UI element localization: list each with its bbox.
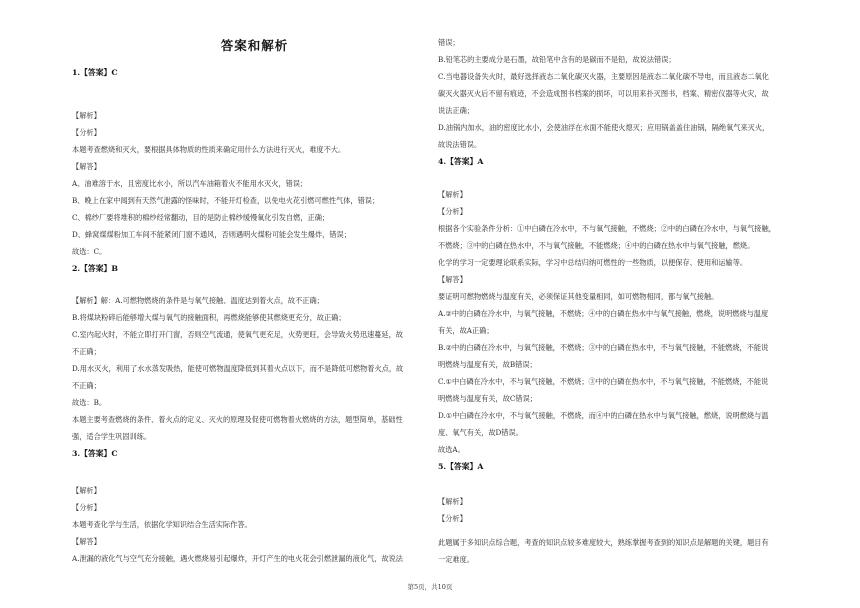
text-line: A.泄漏的液化气与空气充分接触，遇火燃烧易引起爆炸，开灯产生的电火花会引燃泄漏的液化气，故说法 — [72, 554, 403, 563]
page-number: 第5页，共10页 — [407, 583, 453, 591]
text-line: 【解答】 — [72, 537, 101, 546]
text-line: C.①中白磷在冷水中，不与氧气接触，不燃烧；③中的白磷在热水中，不与氧气接触，不能燃烧，不能说 — [438, 377, 769, 386]
text-line: D.油锅内加水，油的密度比水小，会使油浮在水面不能使火熄灭；应用锅盖盖住油锅，隔绝氧气来灭火， — [438, 123, 770, 132]
text-line: 【解析】 — [72, 486, 101, 495]
text-line: 明燃烧与温度有关，故B错误； — [438, 360, 537, 369]
text-line: C.当电器设备失火时，最好选择液态二氧化碳灭火器，主要原因是液态二氧化碳不导电，而且液态二氧化 — [438, 72, 769, 81]
text-line: 度、氧气有关，故D错误。 — [438, 428, 523, 437]
text-line: 【分析】 — [72, 503, 101, 512]
text-line: D.①中白磷在冷水中，不与氧气接触，不燃烧，而④中的白磷在热水中与氧气接触，燃烧，说明燃烧与温 — [438, 411, 769, 420]
text-line: 有关，故A正确； — [438, 326, 494, 335]
text-line: 故选：B。 — [72, 398, 107, 407]
text-line: 明燃烧与温度有关，故C错误； — [438, 394, 537, 403]
text-line: 化学的学习一定要理论联系实际，学习中总结归纳可燃性的一些物质，以便保存、使用和运输等。 — [438, 258, 748, 267]
text-line: D.用水灭火，利用了水水蒸发吸热，能使可燃物温度降低到其着火点以下，而不是降低可燃物着火点，故 — [72, 364, 404, 373]
text-line: B.②中的白磷在冷水中，与氧气接触，不燃烧；③中的白磷在热水中，不与氧气接触，不能燃烧，不能说 — [438, 343, 769, 352]
text-line: 本题考查燃烧和灭火，要根据具体物质的性质来确定用什么方法进行灭火，难度不大。 — [72, 145, 346, 154]
text-line: 一定难度。 — [438, 555, 474, 564]
text-line: 强，适合学生巩固训练。 — [72, 432, 152, 441]
text-line: 【解析】 — [72, 111, 101, 120]
text-line: 故说法错误。 — [438, 140, 482, 149]
page-title: 答案和解析 — [220, 38, 289, 53]
text-line: 【解析】解：A.可燃物燃烧的条件是与氧气接触、温度达到着火点，故不正确； — [72, 296, 324, 305]
text-line: B、晚上在家中闻到有天然气泄露的怪味时，不能开灯检查，以免电火花引燃可燃性气体，错误； — [72, 196, 380, 205]
text-line: B.铅笔芯的主要成分是石墨，故铅笔中含有的是碳而不是铅，故说法错误； — [438, 55, 676, 64]
answer-line: 1.【答案】C — [72, 68, 118, 77]
text-line: 【分析】 — [438, 207, 467, 216]
text-line: 【解答】 — [438, 275, 467, 284]
text-line: 本题主要考查燃烧的条件、着火点的定义、灭火的原理及促使可燃物着火燃烧的方法，题型简单，基础性 — [72, 415, 403, 424]
text-line: 碳灭火器灭火后不留有痕迹，不会造成图书档案的损坏，可以用来扑灭图书，档案、精密仪器等火灾，故 — [438, 89, 769, 98]
text-line: 错误； — [438, 38, 460, 47]
text-line: 不燃烧；③中的白磷在热水中，不与氧气接触，不能燃烧；④中的白磷在热水中与氧气接触，燃烧。 — [438, 241, 755, 250]
text-line: 说法正确； — [438, 106, 474, 115]
answer-line: 3.【答案】C — [72, 449, 118, 458]
answer-line: 4.【答案】A — [438, 157, 484, 166]
text-line: B.将煤块粉碎后能够增大煤与氧气的接触面积，再燃烧能够使其燃烧更充分，故正确； — [72, 313, 346, 322]
text-line: 此题属于多知识点综合题，考查的知识点较多难度较大，熟练掌握考查到的知识点是解题的关键，题目有 — [438, 538, 769, 547]
text-line: 【分析】 — [72, 128, 101, 137]
text-line: 【解析】 — [438, 190, 467, 199]
text-line: 【分析】 — [438, 514, 467, 523]
text-line: 根据各个实验条件分析：①中白磷在冷水中，不与氧气接触，不燃烧；②中的白磷在冷水中，与氧气接触， — [438, 224, 776, 233]
text-line: 要证明可燃物燃烧与温度有关，必须保证其他变量相同，如可燃物相同，都与氧气接触。 — [438, 292, 719, 301]
text-line: A.②中的白磷在冷水中，与氧气接触，不燃烧；④中的白磷在热水中与氧气接触，燃烧，说明燃烧与温度 — [438, 309, 769, 318]
answer-line: 5.【答案】A — [438, 462, 484, 471]
text-line: 【解析】 — [438, 497, 467, 506]
text-line: C、棉纱厂要将堆积的棉纱经常翻动，目的是防止棉纱缓慢氧化引发自燃，正确； — [72, 213, 330, 222]
text-line: 不正确； — [72, 381, 101, 390]
text-line: 本题考查化学与生活，依据化学知识结合生活实际作答。 — [72, 520, 252, 529]
text-line: 不正确； — [72, 347, 101, 356]
answer-line: 2.【答案】B — [72, 264, 118, 273]
text-line: 【解答】 — [72, 162, 101, 171]
text-line: D、蜂窝煤煤粉加工车间不能紧闭门窗不通风，否则遇明火煤粉可能会发生爆炸，错误； — [72, 230, 351, 239]
text-line: A、油难溶于水，且密度比水小，所以汽车油箱着火不能用水灭火，错误； — [72, 179, 308, 188]
text-line: C.室内起火时，不能立即打开门窗，否则空气流通，使氧气更充足，火势更旺，会导致火势迅速蔓延，故 — [72, 330, 403, 339]
text-line: 故选A。 — [438, 445, 465, 454]
text-line: 故选：C。 — [72, 247, 107, 256]
